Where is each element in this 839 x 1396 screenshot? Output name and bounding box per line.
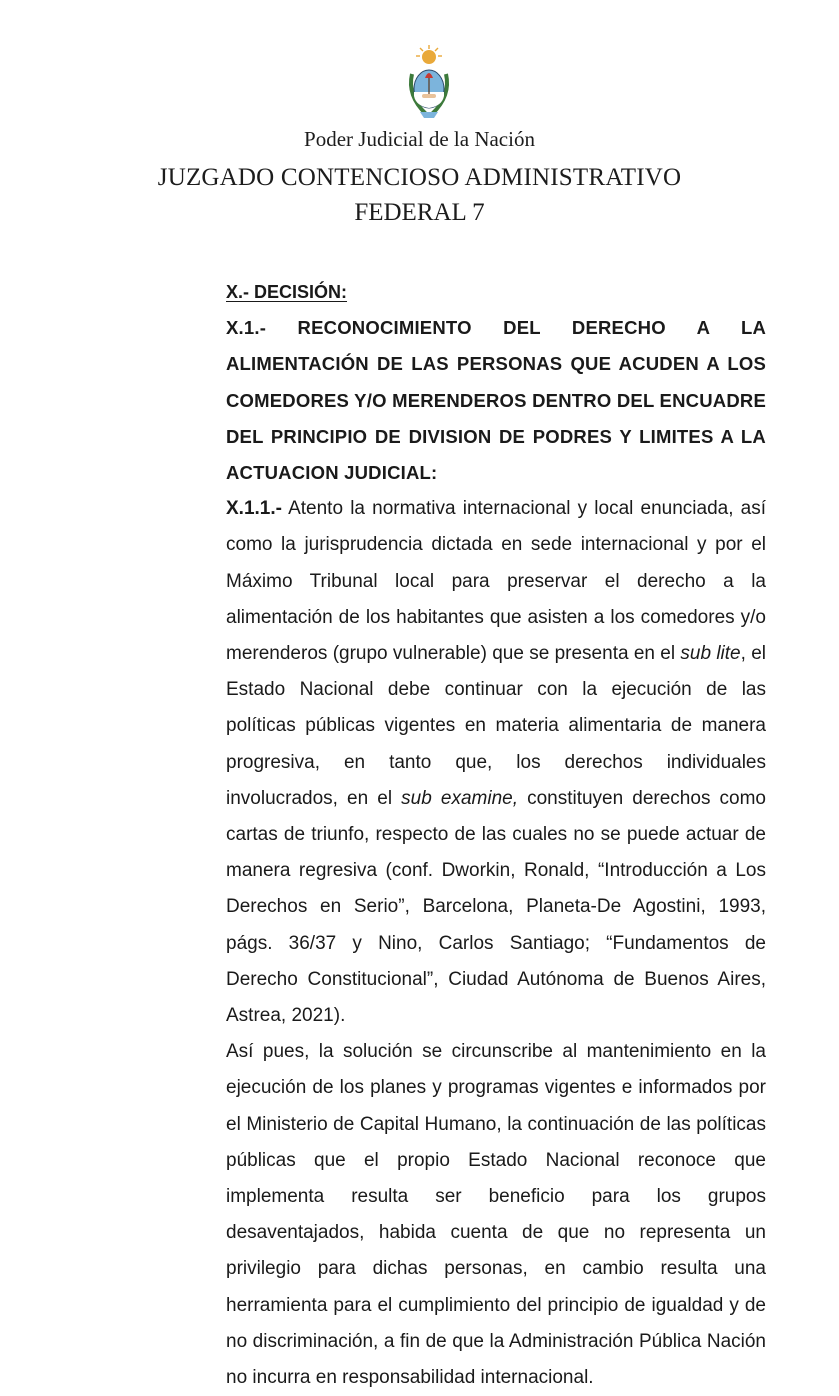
- section-title: X.- DECISIÓN:: [226, 282, 348, 302]
- paragraph-2: Así pues, la solución se circunscribe al mantenimiento en la ejecución de los planes y programas vigentes e informados por el Ministerio de Capital Humano, la continuación de las políticas públicas que el propio Estado Nacional reconoce que implementa resulta ser beneficio para los grupos desaventajados, habida cuenta de que no representa un privilegio para dichas personas, en cambio resulta una herramienta para el cumplimiento del principio de igualdad y de no discriminación, a fin de que la Administración Pública Nación no incurra en responsabilidad internacional.: [226, 1041, 766, 1389]
- paragraph-1-text-a: Atento la normativa internacional y local enunciada, así como la jurisprudencia dictada en sede internacional y por el Máximo Tribunal local para preservar el derecho a la alimentación de los habitantes que asisten a los comedores y/o merenderos (grupo vulnerable) que se presenta en el: [226, 498, 766, 665]
- document-body: [78, 274, 766, 1396]
- institution-name: Poder Judicial de la Nación: [304, 127, 535, 151]
- paragraph-1: [78, 491, 766, 1034]
- court-name-line-2: FEDERAL 7: [354, 199, 485, 226]
- court-name-line-1: JUZGADO CONTENCIOSO ADMINISTRATIVO: [157, 164, 682, 191]
- paragraph-1-text-c: constituyen derechos como cartas de triunfo, respecto de las cuales no se puede actuar de manera regresiva (conf. Dworkin, Ronald, “Introducción a Los Derechos en Serio”, Barcelona, Planeta-De Agostini, 1993, págs. 36/37 y Nino, Carlos Santiago; “Fundamentos de Derecho Constitucional”, Ciudad Autónoma de Buenos Aires, Astrea, 2021).: [226, 787, 766, 1027]
- paragraph-1-italic-sub-lite: sub lite: [680, 643, 741, 665]
- subsection-heading: X.1.- RECONOCIMIENTO DEL DERECHO A LA ALIMENTACIÓN DE LAS PERSONAS QUE ACUDEN A LOS COMEDORES Y/O MERENDEROS DENTRO DEL ENCUADRE DEL PRINCIPIO DE DIVISION DE PODRES Y LIMITES A LA ACTUACION JUDICIAL:: [226, 317, 766, 484]
- argentina-coat-of-arms-icon: [404, 44, 454, 120]
- paragraph-1-text-b: , el Estado Nacional debe continuar con la ejecución de las políticas públicas vigentes en materia alimentaria de manera progresiva, en tanto que, los derechos individuales involucrados, en el: [226, 643, 766, 809]
- paragraph-1-italic-sub-examine: sub examine,: [401, 787, 518, 809]
- paragraph-1-label: X.1.1.-: [226, 498, 282, 520]
